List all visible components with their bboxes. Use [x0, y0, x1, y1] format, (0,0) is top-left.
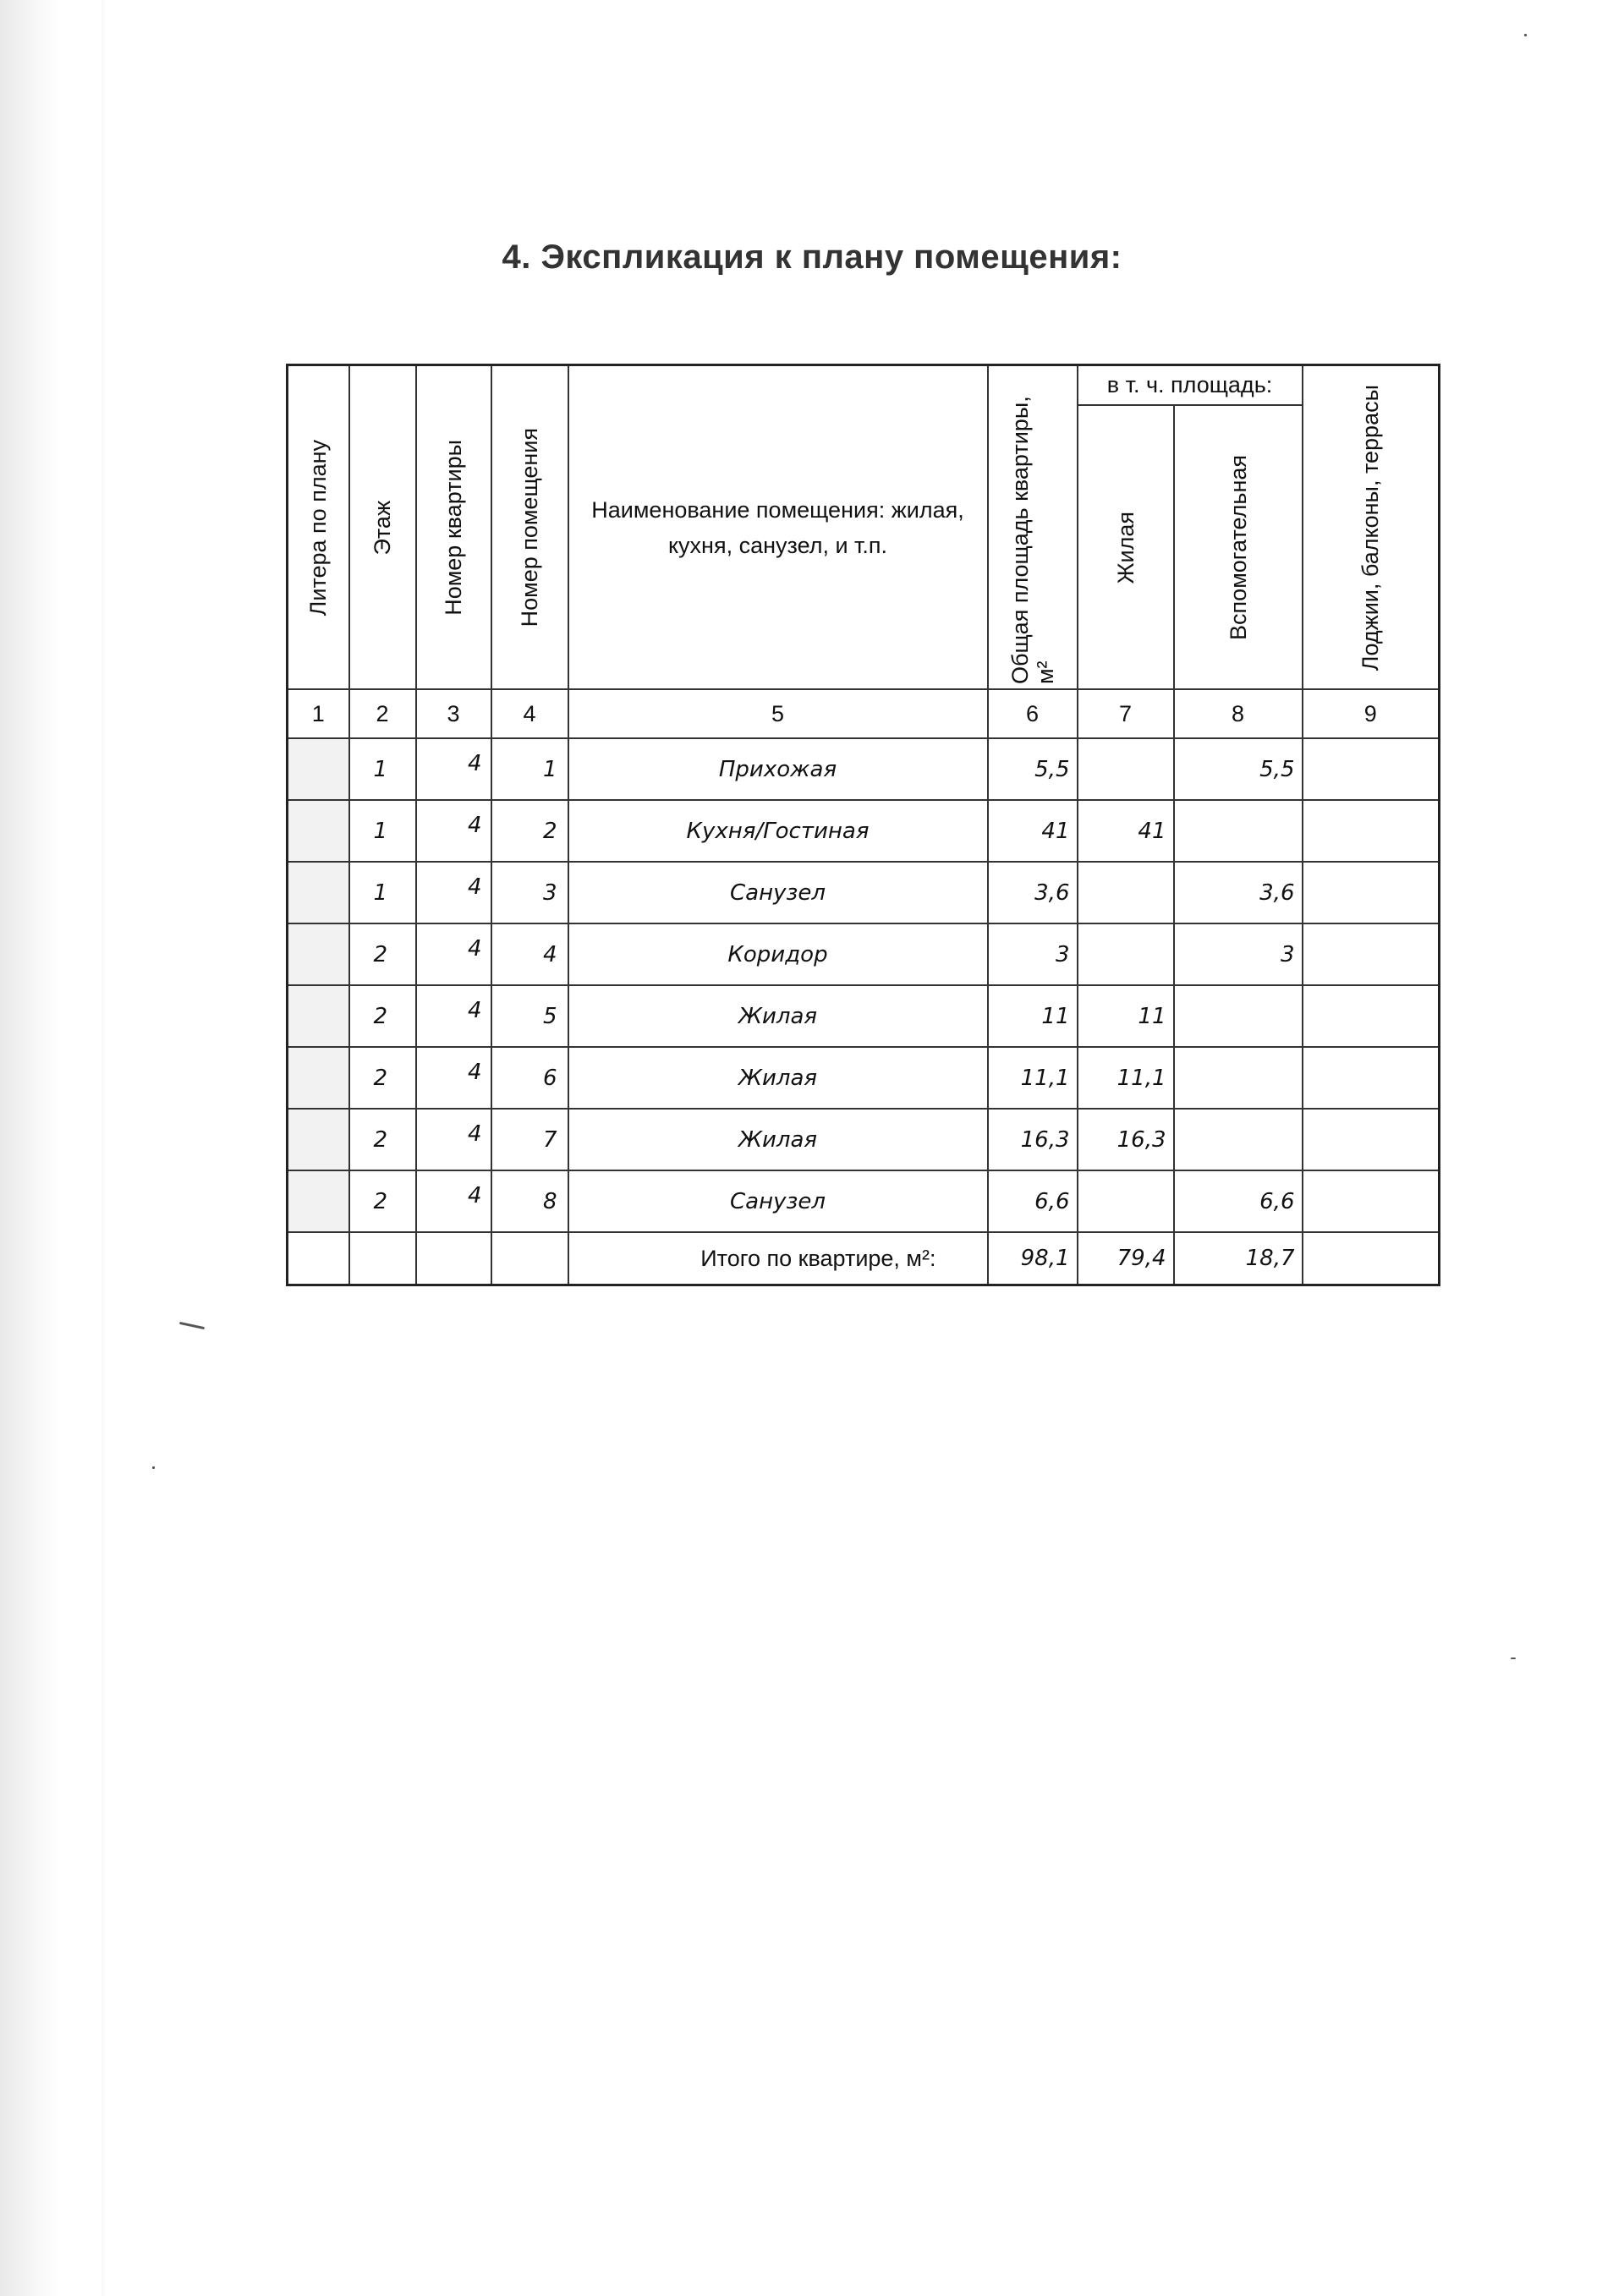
- cell-floor: 2: [349, 1109, 416, 1170]
- header-apartment: Номер квартиры: [416, 365, 491, 690]
- table-row: [288, 800, 1440, 862]
- cell-floor: 2: [349, 985, 416, 1047]
- cell-living: 11,1: [1078, 1047, 1174, 1109]
- scan-speck: [1524, 34, 1527, 36]
- header-group-area: в т. ч. площадь:: [1078, 365, 1303, 405]
- cell-living: [1078, 1170, 1174, 1232]
- header-row: [288, 365, 1440, 405]
- cell-total: 41: [988, 800, 1078, 862]
- cell-name: Прихожая: [568, 738, 988, 800]
- header-litera: Литера по плану: [288, 365, 349, 690]
- cell-total: 3,6: [988, 862, 1078, 923]
- cell-litera: [288, 862, 349, 923]
- total-empty-cell: [349, 1232, 416, 1285]
- cell-loggia: [1303, 862, 1440, 923]
- table-row: [288, 862, 1440, 923]
- cell-room: 2: [491, 800, 568, 862]
- total-living: 79,4: [1078, 1232, 1174, 1285]
- cell-living: 11: [1078, 985, 1174, 1047]
- cell-floor: 2: [349, 1170, 416, 1232]
- cell-litera: [288, 800, 349, 862]
- cell-total: 11: [988, 985, 1078, 1047]
- cell-auxiliary: [1174, 800, 1303, 862]
- cell-living: 41: [1078, 800, 1174, 862]
- cell-name: Санузел: [568, 862, 988, 923]
- cell-auxiliary: [1174, 1109, 1303, 1170]
- header-room-number: Номер помещения: [491, 365, 568, 690]
- total-row: [288, 1232, 1440, 1285]
- cell-floor: 2: [349, 1047, 416, 1109]
- total-loggia: [1303, 1232, 1440, 1285]
- total-empty-cell: [416, 1232, 491, 1285]
- cell-auxiliary: 3,6: [1174, 862, 1303, 923]
- total-empty-cell: [491, 1232, 568, 1285]
- header-room-name: Наименование помещения: жилая, кухня, санузел, и т.п.: [568, 365, 988, 690]
- column-number-row: [288, 689, 1440, 738]
- header-loggias: Лоджии, балконы, террасы: [1303, 365, 1440, 690]
- page-title: 4. Экспликация к плану помещения:: [502, 238, 1122, 276]
- scan-speck: [152, 1466, 155, 1469]
- header-floor: Этаж: [349, 365, 416, 690]
- cell-total: 6,6: [988, 1170, 1078, 1232]
- table-row: [288, 738, 1440, 800]
- cell-litera: [288, 1109, 349, 1170]
- cell-room: 3: [491, 862, 568, 923]
- total-label: Итого по квартире, м²:: [568, 1232, 988, 1285]
- cell-total: 16,3: [988, 1109, 1078, 1170]
- cell-total: 5,5: [988, 738, 1078, 800]
- cell-auxiliary: 3: [1174, 923, 1303, 985]
- cell-apartment: 4: [416, 923, 491, 985]
- column-number: 6: [988, 689, 1078, 738]
- cell-name: Жилая: [568, 1047, 988, 1109]
- cell-litera: [288, 985, 349, 1047]
- cell-room: 6: [491, 1047, 568, 1109]
- cell-living: [1078, 923, 1174, 985]
- column-number: 9: [1303, 689, 1440, 738]
- column-number: 2: [349, 689, 416, 738]
- cell-living: 16,3: [1078, 1109, 1174, 1170]
- header-auxiliary: Вспомогательная: [1174, 405, 1303, 689]
- column-number: 1: [288, 689, 349, 738]
- cell-living: [1078, 738, 1174, 800]
- cell-total: 3: [988, 923, 1078, 985]
- cell-loggia: [1303, 1170, 1440, 1232]
- scan-edge-shadow: [0, 0, 59, 2296]
- total-area: 98,1: [988, 1232, 1078, 1285]
- cell-loggia: [1303, 738, 1440, 800]
- scan-artifact: [102, 0, 107, 2296]
- cell-apartment: 4: [416, 1170, 491, 1232]
- cell-loggia: [1303, 985, 1440, 1047]
- column-number: 3: [416, 689, 491, 738]
- cell-loggia: [1303, 1047, 1440, 1109]
- cell-apartment: 4: [416, 862, 491, 923]
- cell-apartment: 4: [416, 1047, 491, 1109]
- total-auxiliary: 18,7: [1174, 1232, 1303, 1285]
- total-empty-cell: [288, 1232, 349, 1285]
- cell-auxiliary: [1174, 985, 1303, 1047]
- cell-floor: 1: [349, 738, 416, 800]
- cell-name: Коридор: [568, 923, 988, 985]
- cell-room: 8: [491, 1170, 568, 1232]
- cell-floor: 2: [349, 923, 416, 985]
- cell-loggia: [1303, 800, 1440, 862]
- cell-name: Жилая: [568, 985, 988, 1047]
- cell-room: 4: [491, 923, 568, 985]
- cell-floor: 1: [349, 862, 416, 923]
- column-number: 7: [1078, 689, 1174, 738]
- cell-room: 5: [491, 985, 568, 1047]
- cell-living: [1078, 862, 1174, 923]
- explication-table: [286, 364, 1440, 1286]
- table-row: [288, 1109, 1440, 1170]
- column-number: 8: [1174, 689, 1303, 738]
- cell-room: 7: [491, 1109, 568, 1170]
- cell-loggia: [1303, 923, 1440, 985]
- scan-speck: [179, 1322, 205, 1329]
- column-number: 4: [491, 689, 568, 738]
- cell-litera: [288, 923, 349, 985]
- table-row: [288, 985, 1440, 1047]
- header-living: Жилая: [1078, 405, 1174, 689]
- table-row: [288, 1047, 1440, 1109]
- cell-apartment: 4: [416, 985, 491, 1047]
- cell-name: Жилая: [568, 1109, 988, 1170]
- cell-apartment: 4: [416, 738, 491, 800]
- column-number: 5: [568, 689, 988, 738]
- cell-litera: [288, 1047, 349, 1109]
- cell-name: Кухня/Гостиная: [568, 800, 988, 862]
- scan-speck: [1511, 1658, 1516, 1659]
- cell-name: Санузел: [568, 1170, 988, 1232]
- cell-floor: 1: [349, 800, 416, 862]
- cell-auxiliary: 5,5: [1174, 738, 1303, 800]
- cell-room: 1: [491, 738, 568, 800]
- cell-litera: [288, 738, 349, 800]
- table-row: [288, 923, 1440, 985]
- header-total-area: Общая площадь квартиры, м²: [988, 365, 1078, 690]
- cell-apartment: 4: [416, 800, 491, 862]
- cell-auxiliary: 6,6: [1174, 1170, 1303, 1232]
- cell-total: 11,1: [988, 1047, 1078, 1109]
- cell-litera: [288, 1170, 349, 1232]
- cell-loggia: [1303, 1109, 1440, 1170]
- table-row: [288, 1170, 1440, 1232]
- cell-auxiliary: [1174, 1047, 1303, 1109]
- cell-apartment: 4: [416, 1109, 491, 1170]
